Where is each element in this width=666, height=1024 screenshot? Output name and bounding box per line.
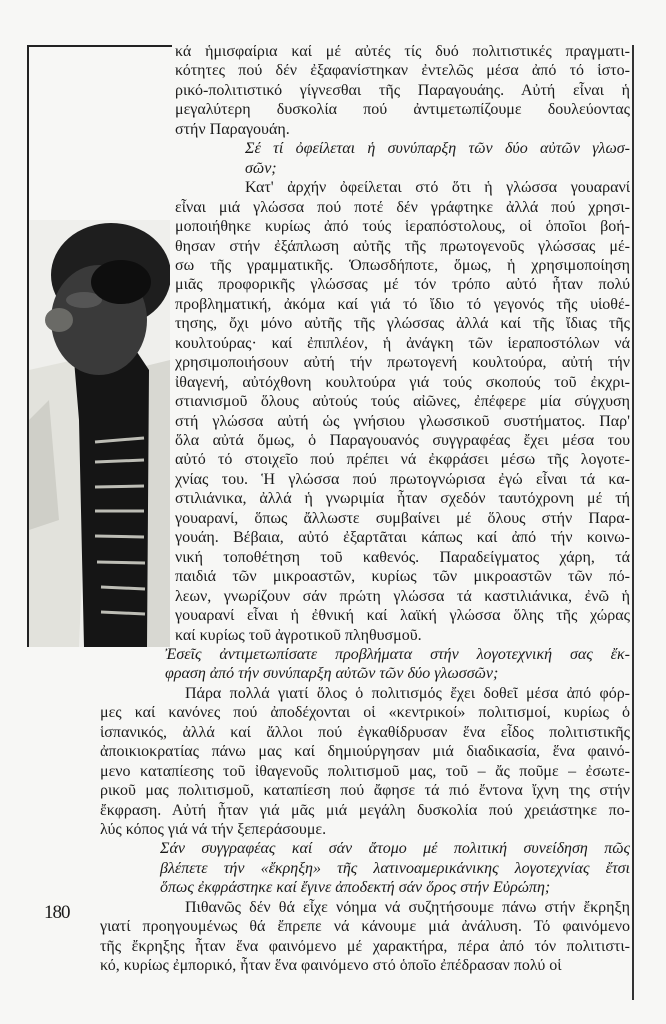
interview-answer-line: ρικοῦ μας πολιτισμοῦ, καταπίεση πού ἄφησε τά πιό ἔντονα ἴχνη της στήν bbox=[100, 782, 630, 800]
interview-answer-line: μοποιήθηκε κυρίως ἀπό τούς ἱεραπόστολους, οἱ ὁποῖοι βοή- bbox=[175, 218, 630, 236]
interview-answer-line: στιανισμοῦ ὅλους αὐτούς τούς αἰῶνες, ἐπέφερε μία σύγχυση bbox=[175, 393, 630, 411]
interview-answer-line: νική τοποθέτηση τοῦ καθενός. Παραδείγματος χάρη, τά bbox=[175, 548, 630, 566]
interview-answer-line: Πάρα πολλά γιατί ὅλος ὁ πολιτισμός ἔχει δοθεῖ μέσα ἀπό φόρ- bbox=[185, 684, 630, 702]
interview-question-line: ὅπως ἐκφράστηκε καί ἔγινε ἀποδεκτή σάν ὅρος στήν Εὐρώπη; bbox=[160, 879, 551, 897]
interview-answer-line: ἰθαγενή, αὐτόχθονη κουλτούρα γιά τούς σκοπούς τοῦ ἐκχρι- bbox=[175, 373, 630, 391]
interview-answer-line: γιατί προηγουμένως θά ἔπρεπε νά κάνουμε μιά ἀνάλυση. Τό φαινόμενο bbox=[100, 918, 630, 936]
interview-answer-line: ἀποικιοκρατίας πάνω μας καί δημιούργησαν μιά διαδικασία, ἕνα φαινό- bbox=[100, 743, 630, 761]
interview-answer-line: γουαρανί, ὅπως ἄλλωστε συμβαίνει μέ ὅλους στήν Παρα- bbox=[175, 509, 630, 527]
interview-question-line: Σέ τί ὀφείλεται ἡ συνύπαρξη τῶν δύο αὐτῶν γλωσ- bbox=[245, 140, 630, 158]
page-right-rule bbox=[632, 45, 634, 1000]
interview-answer-line: Κατ' ἀρχήν ὀφείλεται στό ὅτι ἡ γλώσσα γουαρανί bbox=[245, 179, 630, 197]
interview-question-line: Σάν συγγραφέας καί σάν ἄτομο μέ πολιτική συνείδηση πῶς bbox=[160, 840, 630, 858]
interview-question-line: βλέπετε τήν «ἔκρηξη» τῆς λατινοαμερικάνικης λογοτεχνίας ἔτσι bbox=[160, 859, 630, 877]
interview-answer-line: στήν Παραγουάη. bbox=[175, 120, 290, 138]
interview-answer-line: ἔκφραση. Αὐτή ἦταν γιά μᾶς μιά μεγάλη δυσκολία πού χρειάστηκε πο- bbox=[100, 801, 630, 819]
interview-answer-line: κά ἡμισφαίρια καί μέ αὐτές τίς δυό πολιτιστικές πραγματι- bbox=[175, 43, 630, 60]
interview-answer-line: λύς κόπος γιά νά τήν ξεπεράσουμε. bbox=[100, 821, 327, 838]
interview-answer-line: γουάη. Βέβαια, αὐτό ἐξαρτᾶται κάπως καί ἀπό τήν κοινω- bbox=[175, 529, 630, 547]
interview-answer-line: Πιθανῶς δέν θά εἶχε νόημα νά συζητήσουμε πάνω στήν ἔκρηξη bbox=[185, 898, 630, 916]
interview-answer-line: ἱσπανικός, ἀλλά καί ἄλλοι πού ἐγκαθίδρυσαν ἕνα εἶδος πολιτιστικῆς bbox=[100, 723, 630, 741]
interview-answer-line: καί κυρίως τοῦ ἀγροτικοῦ πληθυσμοῦ. bbox=[175, 626, 422, 644]
interview-answer-line: εἶναι μιά γλώσσα πού ποτέ δέν γράφτηκε ἀλλά πού χρησι- bbox=[175, 198, 630, 216]
interview-answer-line: χνίας του. Ἡ γλώσσα πού πρωτογνώρισα ἐγώ εἶναι τά κα- bbox=[175, 470, 630, 488]
interview-answer-line: μεγαλύτερη δυσκολία πού ἀντιμετωπίζουμε δουλεύοντας bbox=[175, 101, 630, 119]
interview-answer-line: στιλιάνικα, ἀλλά ἡ γνωριμία ἦταν σχεδόν ταυτόχρονη μέ τή bbox=[175, 490, 630, 508]
interview-question-line: φραση ἀπό τήν συνύπαρξη αὐτῶν τῶν δύο γλωσσῶν; bbox=[165, 665, 499, 683]
interview-answer-line: τησης, ὄχι μόνο αὐτῆς τῆς γλώσσας ἀλλά καί τῆς ἴδιας τῆς bbox=[175, 315, 630, 333]
interview-answer-line: κότητες πού δέν ἐξαφανίστηκαν ἐντελῶς μέσα ἀπό τό ἱστο- bbox=[175, 62, 630, 80]
author-portrait-photo bbox=[29, 220, 170, 647]
photo-frame-top-rule bbox=[27, 45, 172, 47]
interview-answer-line: παιδιά τῶν μικροαστῶν, κυρίως τῶν μικροαστῶν τῶν πό- bbox=[175, 568, 630, 586]
interview-answer-line: μενο καταπίεσης τοῦ ἰθαγενοῦς πολιτισμοῦ μας, τοῦ – ἄς ποῦμε – ἐσωτε- bbox=[100, 762, 630, 780]
interview-answer-line: θησαν στήν ἐξάπλωση αὐτῆς τῆς πρωτογενοῦς γλώσσας μέ- bbox=[175, 237, 630, 255]
interview-answer-line: κό, κυρίως ἐμπορικό, ἦταν ἕνα φαινόμενο στό ὁποῖο ἐπέδρασαν πολύ οἱ bbox=[100, 957, 562, 975]
page-number: 180 bbox=[44, 902, 70, 923]
interview-answer-line: μες καί κανόνες πού ἀποδέχονται οἱ «κεντρικοί» πολιτισμοί, κυρίως ὁ bbox=[100, 704, 630, 722]
interview-answer-line: αὐτό τό στοιχεῖο πού πρέπει νά ἐκφράσει μέσω τῆς λογοτε- bbox=[175, 451, 630, 469]
interview-answer-line: τῆς ἔκρηξης ἦταν ἕνα φαινόμενο μέ χαρακτήρα, πέρα ἀπό τόν πολιτιστι- bbox=[100, 937, 630, 955]
interview-answer-line: λεων, γνωρίζουν σάν πρώτη γλώσσα τά καστιλιάνικα, ἐνῶ ἡ bbox=[175, 587, 630, 605]
interview-answer-line: χρησιμοποιήσουν αὐτή τήν πρωτογενή κουλτούρα, αὐτή τήν bbox=[175, 354, 630, 372]
interview-answer-line: ὅλα αὐτά ὅμως, ὁ Παραγουανός συγγραφέας ἔχει μέσα του bbox=[175, 432, 630, 449]
interview-question-line: σῶν; bbox=[245, 159, 277, 177]
interview-answer-line: κουλτούρας· καί ἐπιπλέον, ἡ ἀνάγκη τῶν ἱεραποστόλων νά bbox=[175, 334, 630, 352]
interview-answer-line: προβληματική, ἀκόμα καί γιά τό ἴδιο τό γεγονός τῆς υἱοθέ- bbox=[175, 295, 630, 313]
interview-answer-line: στή γλώσσα αὐτή ὡς γνήσιου γλωσσικοῦ συστήματος. Παρ' bbox=[175, 412, 630, 430]
interview-question-line: Ἐσεῖς ἀντιμετωπίσατε προβλήματα στήν λογοτεχνική σας ἔκ- bbox=[165, 645, 630, 663]
interview-answer-line: γουαρανί εἶναι ἡ ἐθνική καί λαϊκή γλώσσα ὅλης τῆς χώρας bbox=[175, 607, 630, 625]
interview-answer-line: σω τῆς γραμματικῆς. Ὁπωσδήποτε, ὅμως, ἡ χρησιμοποίηση bbox=[175, 256, 630, 274]
interview-answer-line: μιᾶς προφορικῆς γλώσσας μέ τόν τρόπο αὐτό ἦταν πολύ bbox=[175, 276, 630, 294]
interview-answer-line: ρικό-πολιτιστικό γίγνεσθαι τῆς Παραγουάης. Αὐτή εἶναι ἡ bbox=[175, 81, 630, 99]
